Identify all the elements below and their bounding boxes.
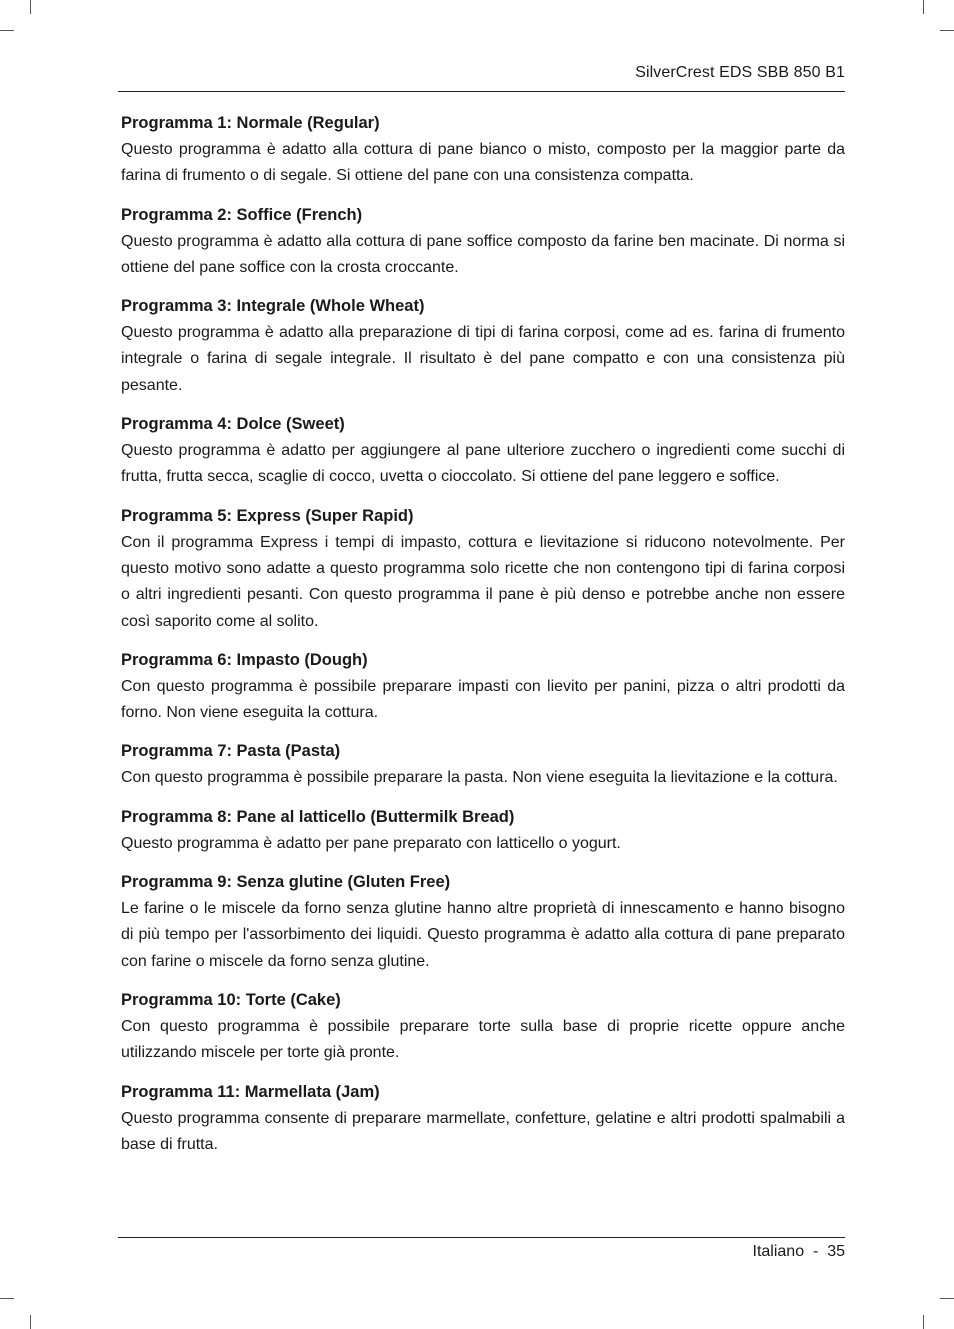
section-program-4 (121, 412, 845, 491)
crop-mark-bottom-left (30, 1315, 31, 1329)
section-body: Questo programma è adatto alla cottura di pane soffice composto da farine ben macinate. Di norma si ottiene del pane soffice con la crosta croccante. (121, 232, 845, 276)
section-program-10 (121, 988, 845, 1067)
crop-mark-top-right (923, 0, 924, 14)
section-program-3 (121, 294, 845, 399)
section-title: Programma 9: Senza glutine (Gluten Free) (121, 873, 451, 892)
section-body: Con il programma Express i tempi di impasto, cottura e lievitazione si riducono notevolmente. Per questo motivo sono adatte a questo programma solo ricette che non contengono tipi di farina corposi o altri ingredienti pesanti. Con questo programma il pane è più denso e potrebbe anche non essere così saporito come al solito. (121, 533, 845, 630)
section-title: Programma 2: Soffice (French) (121, 205, 363, 224)
crop-mark-bottom-right-h (940, 1298, 954, 1299)
header-title: SilverCrest EDS SBB 850 B1 (635, 64, 845, 81)
section-program-9 (121, 870, 845, 975)
section-body: Questo programma consente di preparare marmellate, confetture, gelatine e altri prodotti spalmabili a base di frutta. (121, 1109, 845, 1153)
section-title: Programma 8: Pane al latticello (Buttermilk Bread) (121, 807, 515, 826)
page-header (118, 62, 845, 92)
section-title: Programma 4: Dolce (Sweet) (121, 415, 345, 434)
section-program-2 (121, 203, 845, 282)
section-title: Programma 11: Marmellata (Jam) (121, 1082, 380, 1101)
section-body: Questo programma è adatto per pane preparato con latticello o yogurt. (121, 834, 621, 852)
section-title: Programma 10: Torte (Cake) (121, 990, 341, 1009)
section-body: Questo programma è adatto alla preparazione di tipi di farina corposi, come ad es. farina di frumento integrale o farina di segale integrale. Il risultato è del pane compatto e con una consistenza più pesante. (121, 324, 845, 394)
section-program-1 (121, 111, 845, 190)
section-program-6 (121, 648, 845, 727)
section-body: Con questo programma è possibile preparare la pasta. Non viene eseguita la lievitazione e la cottura. (121, 769, 838, 787)
section-body: Con questo programma è possibile preparare torte sulla base di proprie ricette oppure anche utilizzando miscele per torte già pronte. (121, 1017, 845, 1062)
crop-mark-top-right-h (940, 30, 954, 31)
section-program-8 (121, 805, 845, 857)
section-title: Programma 5: Express (Super Rapid) (121, 506, 414, 525)
crop-mark-bottom-right (923, 1315, 924, 1329)
section-title: Programma 3: Integrale (Whole Wheat) (121, 297, 425, 316)
section-title: Programma 6: Impasto (Dough) (121, 650, 368, 669)
crop-mark-top-left-h (0, 30, 14, 31)
section-body: Le farine o le miscele da forno senza glutine hanno altre proprietà di innescamento e hanno bisogno di più tempo per l'assorbimento dei liquidi. Questo programma è adatto alla cottura di pane preparato con farine o miscele da forno senza glutine. (121, 900, 845, 970)
page-number: Italiano - 35 (752, 1243, 845, 1260)
crop-mark-bottom-left-h (0, 1298, 14, 1299)
page-footer (118, 1237, 845, 1260)
section-title: Programma 7: Pasta (Pasta) (121, 742, 341, 761)
section-program-5 (121, 504, 845, 635)
section-title: Programma 1: Normale (Regular) (121, 114, 380, 132)
section-body: Questo programma è adatto per aggiungere al pane ulteriore zucchero o ingredienti come succhi di frutta, frutta secca, scaglie di cocco, uvetta o cioccolato. Si ottiene del pane leggero e soffice. (121, 442, 845, 486)
section-program-11 (121, 1080, 845, 1159)
section-program-7 (121, 739, 845, 791)
section-body: Questo programma è adatto alla cottura di pane bianco o misto, composto per la maggior parte da farina di frumento o di segale. Si ottiene del pane con una consistenza compatta. (121, 141, 845, 185)
section-body: Con questo programma è possibile preparare impasti con lievito per panini, pizza o altri prodotti da forno. Non viene eseguita la cottura. (121, 677, 845, 722)
crop-mark-top-left (30, 0, 31, 14)
page-content (121, 111, 845, 1171)
